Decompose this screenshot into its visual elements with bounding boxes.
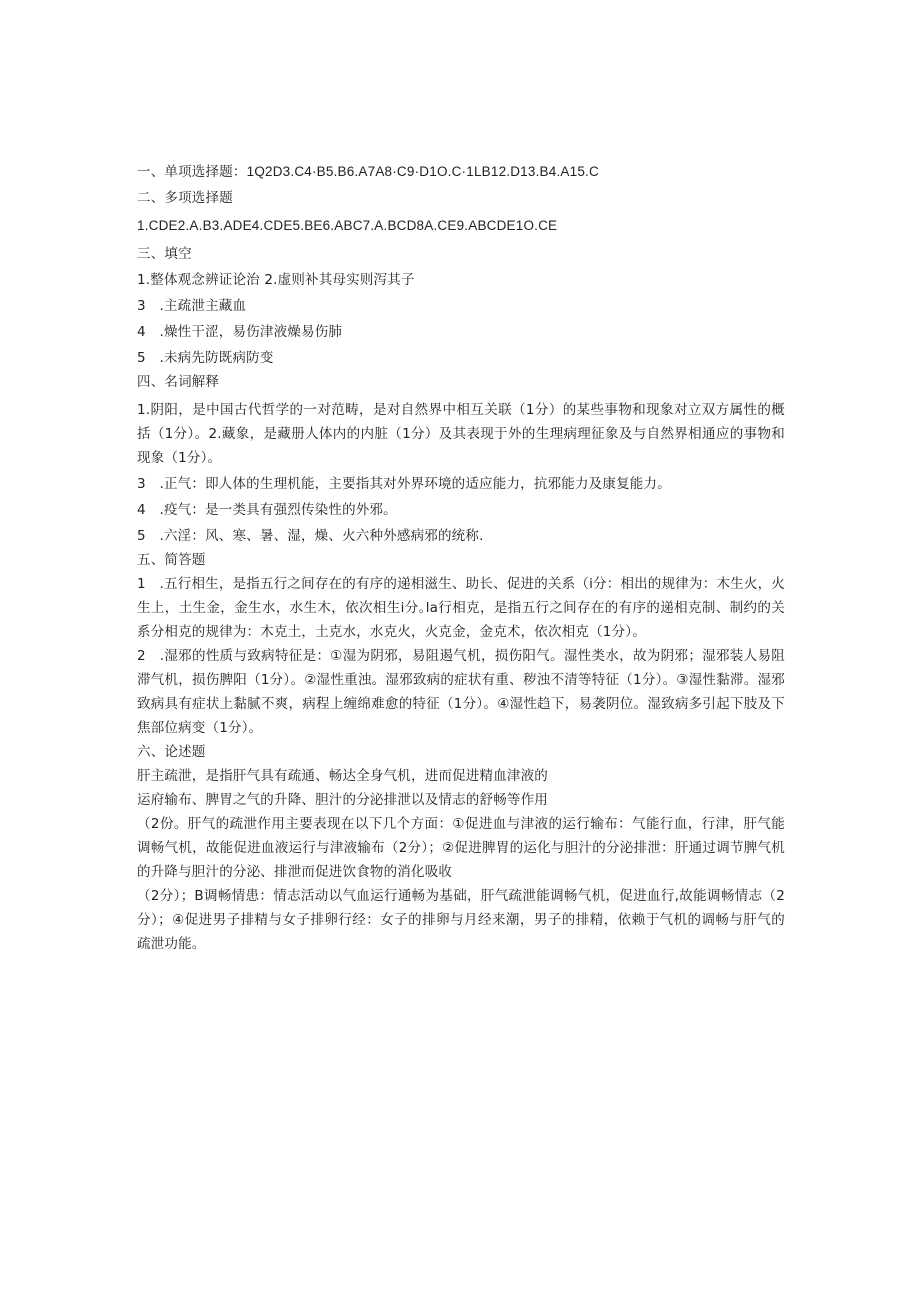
term-explanation-item: 1.阴阳，是中国古代哲学的一对范畴，是对自然界中相互关联（1分）的某些事物和现象对立双方属性的概括（1分）。2.藏象，是藏册人体内的内脏（1分）及其表现于外的生理病理征象及与自然界相通应的事物和现象（1分）。 xyxy=(137,402,785,466)
term-explanation-item: 3 .正气：即人体的生理机能，主要指其对外界环境的适应能力，抗邪能力及康复能力。 xyxy=(137,476,671,492)
fill-blank-item: 5 .未病先防既病防变 xyxy=(137,350,274,366)
section-heading-essay: 六、论述题 xyxy=(137,744,206,760)
essay-line: 运府输布、脾胃之气的升降、胆汁的分泌排泄以及情志的舒畅等作用 xyxy=(137,792,548,808)
section-heading-short-answer: 五、简答题 xyxy=(137,552,206,568)
section-single-choice xyxy=(137,160,785,184)
term-explanation-item: 5 .六淫：风、寒、暑、湿，燥、火六种外感病邪的统称. xyxy=(137,528,484,544)
single-choice-answers: 1Q2D3.C4·B5.B6.A7A8·C9·D1O.C·1LB12.D13.B4.A15.C xyxy=(246,164,599,179)
short-answer-item: 2 .湿邪的性质与致病特征是：①湿为阴邪，易阻遏气机，损伤阳气。湿性类水，故为阴邪；湿邪装人易阻滞气机，损伤脾阳（1分）。②湿性重浊。湿邪致病的症状有重、秽浊不清等特征（1分）。③湿性黏滞。湿邪致病具有症状上黏腻不爽，病程上缠绵难愈的特征（1分）。④湿性趋下，易袭阴位。湿致病多引起下肢及下焦部位病变（1分）。 xyxy=(137,648,785,736)
answer-key-content xyxy=(137,160,785,956)
multi-choice-answers: 1.CDE2.A.B3.ADE4.CDE5.BE6.ABC7.A.BCD8A.CE9.ABCDE1O.CE xyxy=(137,218,558,233)
section-heading-terms: 四、名词解释 xyxy=(137,374,220,390)
fill-blank-item: 3 .主疏泄主藏血 xyxy=(137,298,247,314)
section-heading: 一、单项选择题： xyxy=(137,164,247,180)
fill-blank-item: 4 .燥性干涩，易伤津液燥易伤肺 xyxy=(137,324,343,340)
essay-paragraph: （2分）；B调畅情患：情志活动以气血运行通畅为基础，肝气疏泄能调畅气机，促进血行,故能调畅情志（2分）；④促进男子排精与女子排卵行经：女子的排卵与月经来潮，男子的排精，依赖于气机的调畅与肝气的疏泄功能。 xyxy=(137,888,785,952)
essay-line: 肝主疏泄，是指肝气具有疏通、畅达全身气机，进而促进精血津液的 xyxy=(137,768,548,784)
term-explanation-item: 4 .疫气：是一类具有强烈传染性的外邪。 xyxy=(137,502,397,518)
short-answer-item: 1 .五行相生，是指五行之间存在的有序的递相滋生、助长、促进的关系（i分：相出的规律为：木生火，火生上，土生金，金生水，水生木，依次相生i分｡la行相克，是指五行之间存在的有序的递相克制、制约的关系分相克的规律为：木克土，土克水，水克火，火克金，金克术，依次相克（1分）。 xyxy=(137,576,785,640)
essay-paragraph: （2份。肝气的疏泄作用主要表现在以下几个方面：①促进血与津液的运行输布：气能行血，行津，肝气能调畅气机，故能促进血液运行与津液输布（2分）；②促进脾胃的运化与胆汁的分泌排泄：肝通过调节脾气机的升降与胆汁的分泌、排泄而促进饮食物的消化吸收 xyxy=(137,816,785,880)
section-heading-fill-blank: 三、填空 xyxy=(137,246,192,262)
fill-blank-item: 1.整体观念辨证论治 2.虚则补其母实则泻其子 xyxy=(137,272,415,288)
section-heading-multi-choice: 二、多项选择题 xyxy=(137,190,233,206)
